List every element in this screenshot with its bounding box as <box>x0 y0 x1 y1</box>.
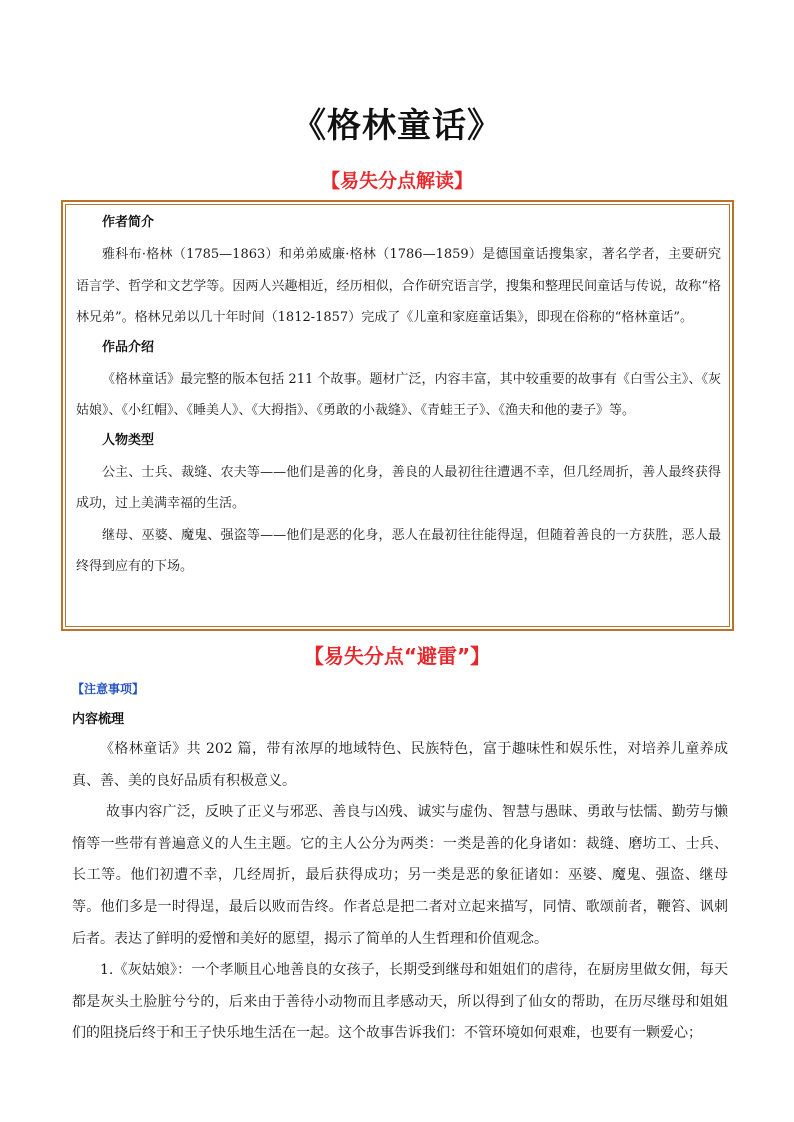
interpretation-box <box>61 200 734 631</box>
summary-paragraph-2: 故事内容广泛，反映了正义与邪恶、善良与凶残、诚实与虚伪、智慧与愚昧、勇敢与怯懦、勤劳与懒惰等一些带有普遍意义的人生主题。它的主人公分为两类：一类是善的化身诸如：裁缝、磨坊工、士兵、长工等。他们初遭不幸，几经周折，最后获得成功；另一类是恶的象征诸如：巫婆、魔鬼、强盗、继母等。他们多是一时得逞，最后以败而告终。作者总是把二者对立起来描写，同情、歌颂前者，鞭笞、讽刺后者。表达了鲜明的爱憎和美好的愿望，揭示了简单的人生哲理和价值观念。 <box>72 804 728 947</box>
page-title: 《格林童话》 <box>292 106 502 146</box>
interpretation-box-inner <box>65 204 730 627</box>
notice-label: 【注意事项】 <box>72 682 145 696</box>
section-heading-interpretation: 【易失分点解读】 <box>320 170 473 192</box>
summary-paragraph-3: 1.《灰姑娘》：一个孝顺且心地善良的女孩子，长期受到继母和姐姐们的虐待，在厨房里做女佣，每天都是灰头土脸脏兮兮的，后来由于善待小动物而且孝感动天，所以得到了仙女的帮助，在历尽继母和姐姐们的阻挠后终于和王子快乐地生活在一起。这个故事告诉我们：不管环境如何艰难，也要有一颗爱心； <box>72 962 728 1042</box>
author-heading: 作者简介 <box>102 215 155 230</box>
content-summary-heading: 内容梳理 <box>72 712 125 727</box>
work-heading: 作品介绍 <box>102 339 155 355</box>
summary-paragraph-1: 《格林童话》共 202 篇，带有浓厚的地域特色、民族特色，富于趣味性和娱乐性，对培养儿童养成真、善、美的良好品质有积极意义。 <box>72 741 728 789</box>
author-text: 雅科布·格林（1785—1863）和弟弟威廉·格林（1786—1859）是德国童话搜集家，著名学者，主要研究语言学、哲学和文艺学等。因两人兴趣相近，经历相似，合作研究语言学，搜集和整理民间童话与传说，故称“格林兄弟”。格林兄弟以几十年时间（1812-1857）完成了《儿童和家庭童话集》，即现在俗称的“格林童话”。 <box>76 247 721 325</box>
section-heading-pitfalls: 【易失分点“避雷”】 <box>303 644 491 668</box>
content-summary-body <box>72 734 728 1050</box>
characters-evil-text: 继母、巫婆、魔鬼、强盗等——他们是恶的化身，恶人在最初往往能得逞，但随着善良的一方获胜，恶人最终得到应有的下场。 <box>76 527 721 574</box>
work-text: 《格林童话》最完整的版本包括 211 个故事。题材广泛，内容丰富，其中较重要的故事有《白雪公主》、《灰姑娘》、《小红帽》、《睡美人》、《大拇指》、《勇敢的小裁缝》、《青蛙王子》、《渔夫和他的妻子》等。 <box>76 371 721 418</box>
characters-heading: 人物类型 <box>102 432 155 448</box>
characters-good-text: 公主、士兵、裁缝、农夫等——他们是善的化身，善良的人最初往往遭遇不幸，但几经周折，善人最终获得成功，过上美满幸福的生活。 <box>76 464 721 511</box>
